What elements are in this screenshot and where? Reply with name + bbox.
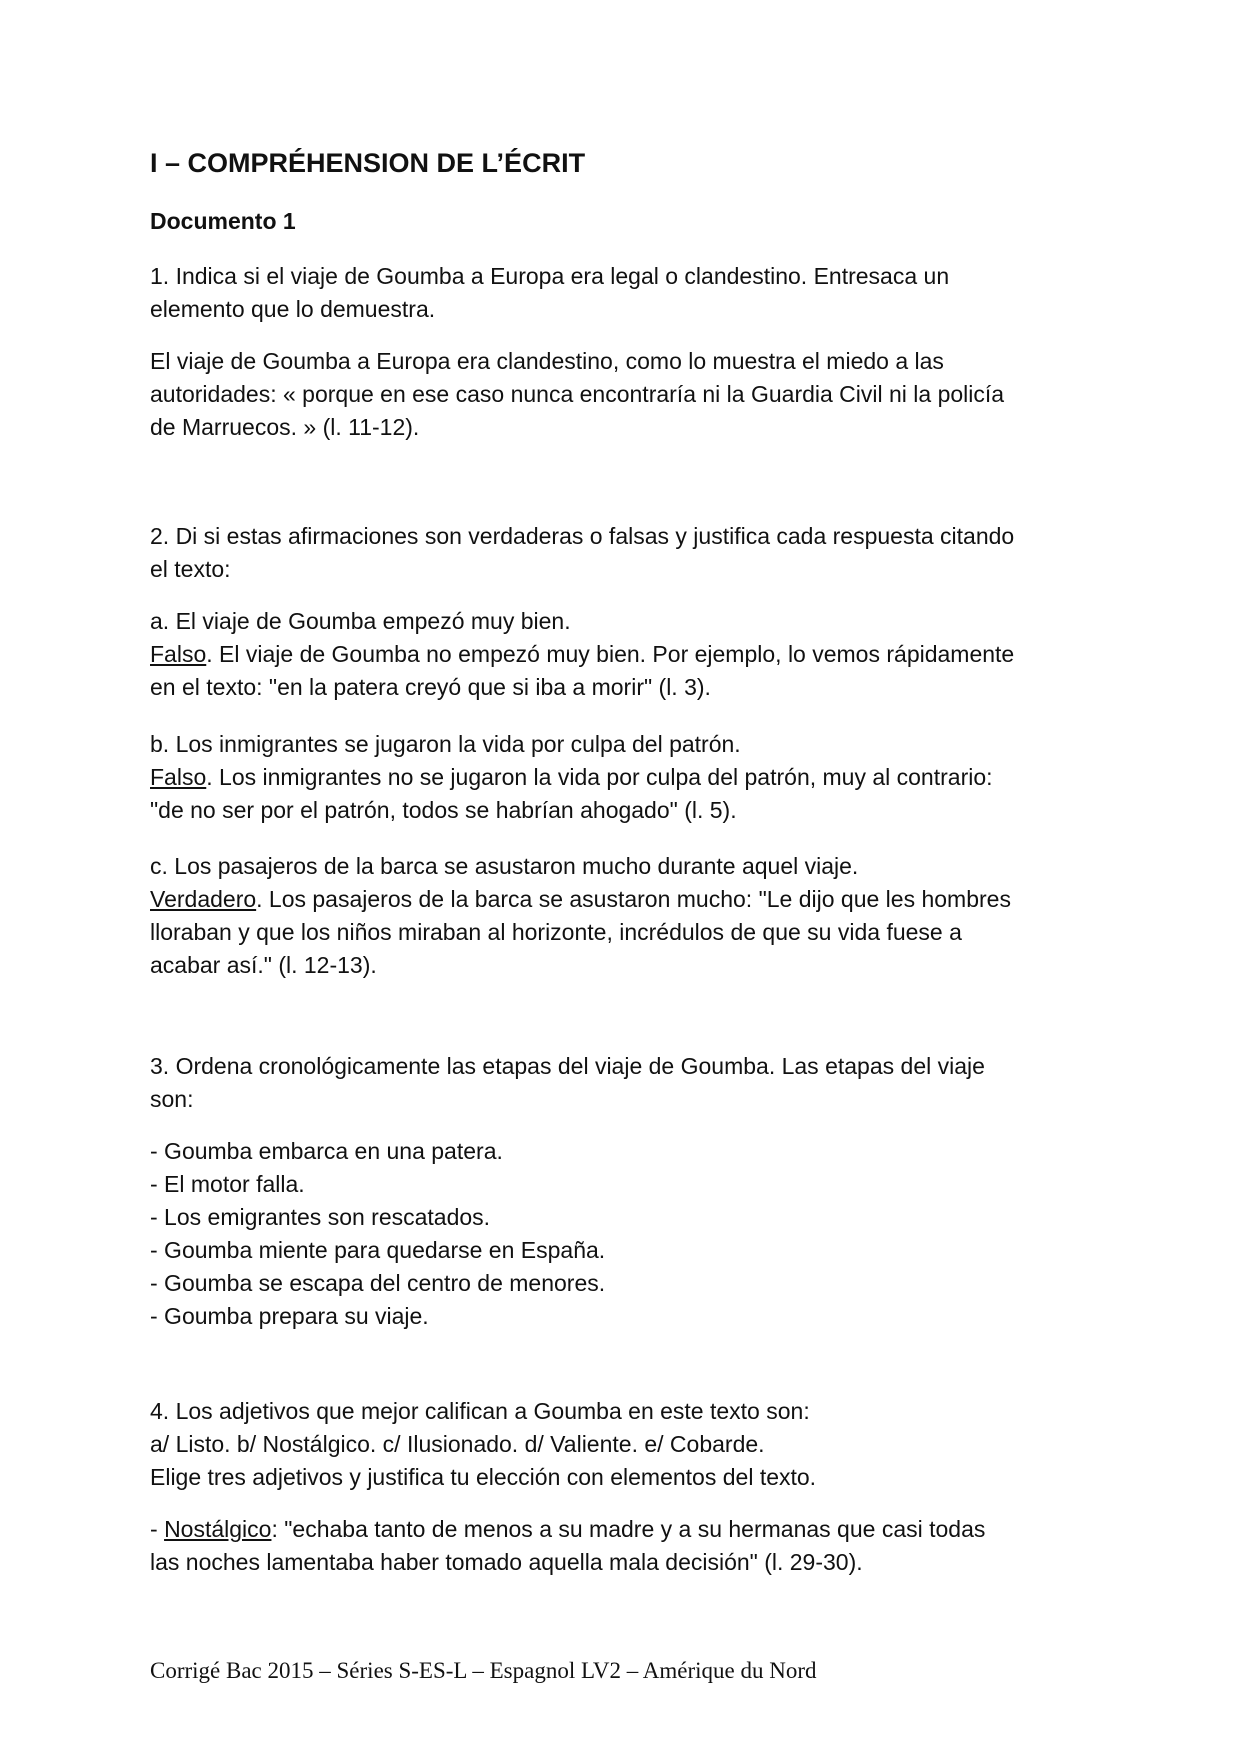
answer-1: El viaje de Goumba a Europa era clandestino, como lo muestra el miedo a las autoridades: « porque en ese caso nunca encontraría ni la Guardia Civil ni la policía de Marruecos. » (l. 11-12). (150, 348, 1005, 440)
question-2: 2. Di si estas afirmaciones son verdaderas o falsas y justifica cada respuesta citando el texto: (150, 523, 1015, 582)
page-footer: Corrigé Bac 2015 – Séries S-ES-L – Espagnol LV2 – Amérique du Nord (150, 1658, 817, 1683)
question-4: 4. Los adjetivos que mejor califican a Goumba en este texto son: a/ Listo. b/ Nostálgico. c/ Ilusionado. d/ Valiente. e/ Cobarde. Elige tres adjetivos y justifica tu elección con elementos del texto. (150, 1398, 817, 1490)
verdict-a: Falso (150, 641, 207, 667)
section-title: I – COMPRÉHENSION DE L’ÉCRIT (150, 148, 586, 178)
statement-b: b. Los inmigrantes se jugaron la vida por culpa del patrón. Falso. Los inmigrantes no se jugaron la vida por culpa del patrón, muy al contrario: "de no ser por el patrón, todos se habrían ahogado" (l. 5). (150, 731, 993, 823)
question-1: 1. Indica si el viaje de Goumba a Europa era legal o clandestino. Entresaca un elemento que lo demuestra. (150, 263, 950, 322)
answer-4: - Nostálgico: "echaba tanto de menos a su madre y a su hermanas que casi todas las noches lamentaba haber tomado aquella mala decisión" (l. 29-30). (150, 1516, 986, 1575)
list-item: - El motor falla. (150, 1171, 305, 1197)
list-item: - Goumba prepara su viaje. (150, 1303, 429, 1329)
question-3: 3. Ordena cronológicamente las etapas del viaje de Goumba. Las etapas del viaje son: (150, 1053, 985, 1112)
verdict-c: Verdadero (150, 886, 257, 912)
statement-a: a. El viaje de Goumba empezó muy bien. Falso. El viaje de Goumba no empezó muy bien. Por ejemplo, lo vemos rápidamente en el texto: "en la patera creyó que si iba a morir" (l. 3). (150, 608, 1015, 700)
list-item: - Goumba miente para quedarse en España. (150, 1237, 606, 1263)
statement-c: c. Los pasajeros de la barca se asustaron mucho durante aquel viaje. Verdadero. Los pasajeros de la barca se asustaron mucho: "Le dijo que les hombres lloraban y que los niños miraban al horizonte, incrédulos de que su vida fuese a acabar así." (l. 12-13). (150, 853, 1011, 978)
adjective: Nostálgico (164, 1516, 272, 1542)
verdict-b: Falso (150, 764, 207, 790)
steps-list (150, 1135, 1110, 1333)
list-item: - Los emigrantes son rescatados. (150, 1204, 491, 1230)
list-item: - Goumba se escapa del centro de menores. (150, 1270, 606, 1296)
list-item: - Goumba embarca en una patera. (150, 1138, 503, 1164)
document-title: Documento 1 (150, 208, 296, 234)
